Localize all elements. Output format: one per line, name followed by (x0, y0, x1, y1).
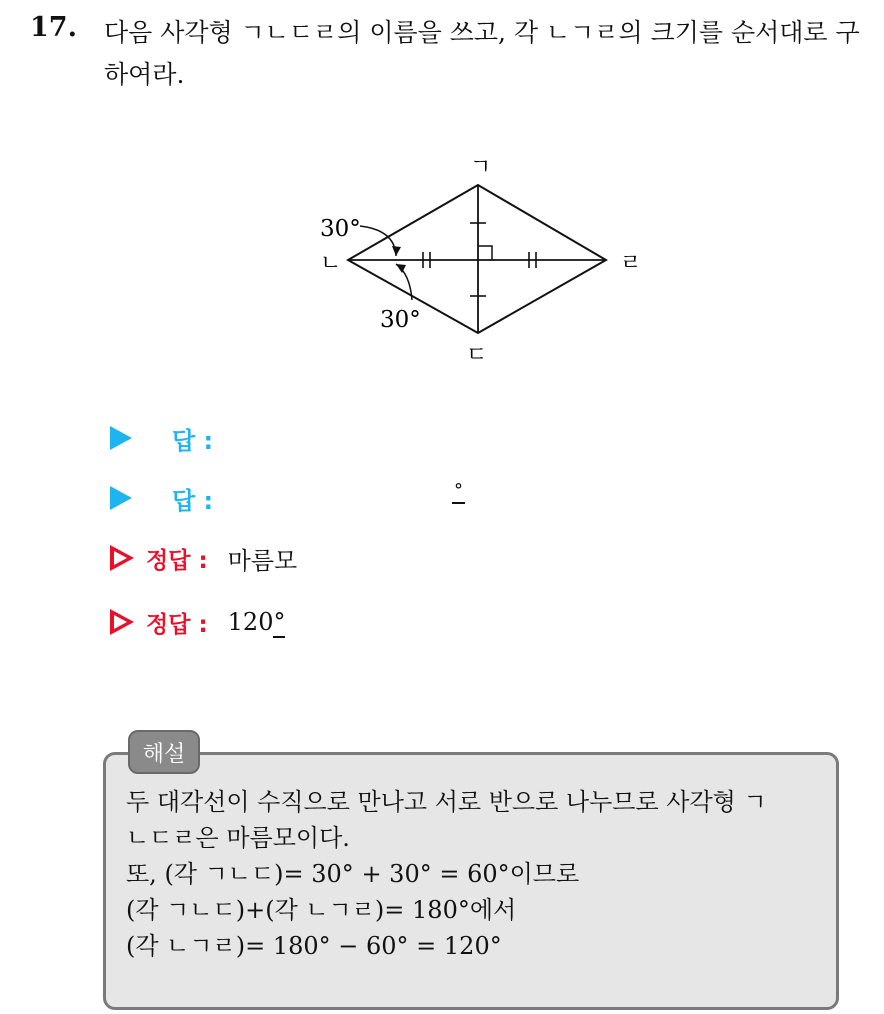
answer-label: 답 : (172, 426, 214, 455)
arrow-head-lower (396, 264, 406, 273)
vertex-label-top: ㄱ (470, 155, 492, 180)
outline-triangle-icon (110, 545, 134, 571)
arrow-head-upper (392, 246, 401, 256)
correct-value-unit: ° (273, 608, 286, 636)
answer-label: 답 : (172, 486, 214, 515)
explanation-line: (각 ㄴㄱㄹ)= 180° − 60° = 120° (126, 932, 502, 960)
vertex-label-right: ㄹ (620, 251, 642, 276)
correct-value-number: 120 (227, 608, 274, 636)
explanation-line: (각 ㄱㄴㄷ)+(각 ㄴㄱㄹ)= 180°에서 (126, 896, 517, 924)
correct-row-1 (110, 540, 297, 576)
correct-value: 마름모 (227, 546, 298, 575)
right-angle-mark (478, 246, 492, 260)
explanation-tab: 해설 (128, 730, 200, 774)
correct-value (228, 608, 286, 636)
play-triangle-icon (110, 426, 132, 450)
correct-label: 정답 : (146, 547, 208, 574)
angle-label-lower: 30° (380, 307, 421, 333)
answer-row-2 (110, 480, 213, 516)
question-number: 17. (30, 12, 77, 43)
explanation-line: 또, (각 ㄱㄴㄷ)= 30° + 30° = 60°이므로 (126, 860, 580, 888)
correct-label: 정답 : (146, 611, 208, 638)
play-triangle-icon (110, 486, 132, 510)
answer-row-1 (110, 420, 213, 456)
outline-triangle-icon (110, 609, 134, 635)
angle-label-upper: 30° (320, 216, 361, 242)
vertex-label-left: ㄴ (320, 251, 342, 276)
correct-row-2 (110, 604, 285, 640)
explanation-line: 두 대각선이 수직으로 만나고 서로 반으로 나누므로 사각형 ㄱ (126, 788, 767, 816)
explanation-text (126, 784, 826, 964)
vertex-label-bottom: ㄷ (466, 343, 488, 368)
question-text: 다음 사각형 ㄱㄴㄷㄹ의 이름을 쓰고, 각 ㄴㄱㄹ의 크기를 순서대로 구하여라. (104, 18, 860, 89)
answer-unit-degree: ° (452, 480, 465, 504)
angle-arc-upper (360, 226, 396, 256)
explanation-line: ㄴㄷㄹ은 마름모이다. (126, 824, 350, 852)
rhombus-diagram (300, 148, 660, 378)
